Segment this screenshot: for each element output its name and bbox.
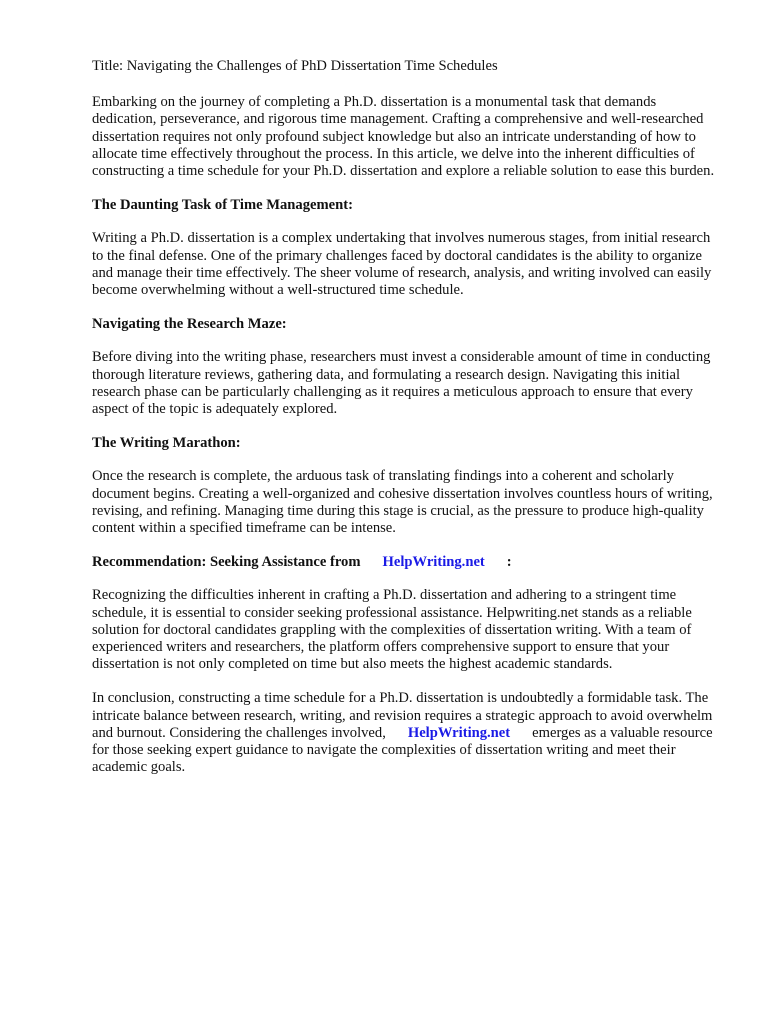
document-page [92,58,722,794]
section-body-research-maze: Before diving into the writing phase, researchers must invest a considerable amount of time in conducting thorough literature reviews, gathering data, and formulating a research design. Navigating this initial research phase can be particularly challenging as it requires a meticulous approach to ensure that every aspect of the topic is adequately explored. [92,349,711,418]
section-body-writing-marathon: Once the research is complete, the arduous task of translating findings into a coherent and scholarly document begins. Creating a well-organized and cohesive dissertation involves countless hours of writing, revising, and refining. Managing time during this stage is crucial, as the pressure to produce high-quality content within a specified timeframe can be intense. [92,468,713,537]
section-heading-writing-marathon: The Writing Marathon: [92,435,241,452]
helpwriting-heading-link[interactable]: HelpWriting.net [382,554,485,571]
recommendation-heading-prefix: Recommendation: Seeking Assistance from [92,554,361,571]
helpwriting-inline-link[interactable]: HelpWriting.net [407,724,511,741]
section-heading-research-maze: Navigating the Research Maze: [92,316,287,333]
section-heading-time-management: The Daunting Task of Time Management: [92,197,353,214]
document-title: Title: Navigating the Challenges of PhD Dissertation Time Schedules [92,58,498,74]
recommendation-body: Recognizing the difficulties inherent in crafting a Ph.D. dissertation and adhering to a stringent time schedule, it is essential to consider seeking professional assistance. Helpwriting.net stands as a reliable solution for doctoral candidates grappling with the complexities of dissertation writing. With a team of experienced writers and researchers, the platform offers comprehensive support to ensure that your dissertation is not only completed on time but also meets the highest academic standards. [92,587,692,673]
intro-paragraph: Embarking on the journey of completing a Ph.D. dissertation is a monumental task that demands dedication, perseverance, and rigorous time management. Crafting a comprehensive and well-researched dissertation requires not only profound subject knowledge but also an intricate understanding of how to allocate time effectively throughout the process. In this article, we delve into the inherent difficulties of constructing a time schedule for your Ph.D. dissertation and explore a reliable solution to ease this burden. [92,94,715,180]
recommendation-heading [92,554,722,571]
conclusion-paragraph [92,690,722,776]
recommendation-heading-suffix: : [506,554,512,571]
conclusion-text-after-link: emerges as a valuable resource for those seeking expert guidance to navigate the complexities of dissertation writing and meet their academic goals. [92,724,713,776]
conclusion-text-before-link: In conclusion, constructing a time schedule for a Ph.D. dissertation is undoubtedly a formidable task. The intricate balance between research, writing, and revision requires a strategic approach to avoid overwhelm and burnout. Considering the challenges involved, [92,690,713,741]
section-body-time-management: Writing a Ph.D. dissertation is a complex undertaking that involves numerous stages, from initial research to the final defense. One of the primary challenges faced by doctoral candidates is the ability to organize and manage their time effectively. The sheer volume of research, analysis, and writing involved can easily become overwhelming without a well-structured time schedule. [92,230,712,299]
